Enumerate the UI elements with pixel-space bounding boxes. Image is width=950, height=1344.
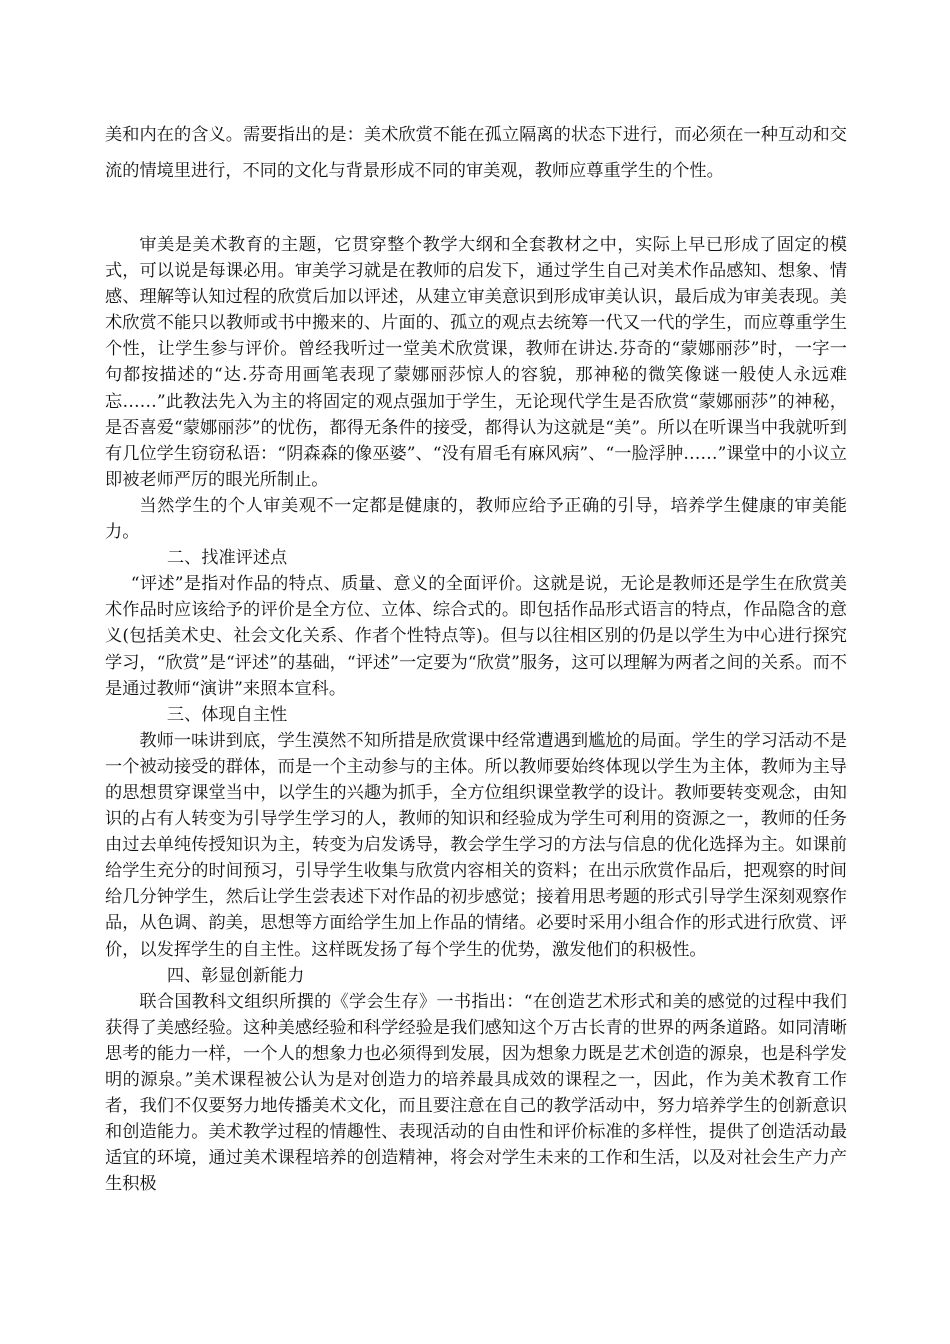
section-heading-3: 三、体现自主性 [166, 704, 288, 725]
paragraph-autonomy: 教师一味讲到底，学生漠然不知所措是欣赏课中经常遭遇到尴尬的局面。学生的学习活动不是一个被动接受的群体，而是一个主动参与的主体。所以教师要始终体现以学生为主体，教师为主导的思想贯穿课堂当中，以学生的兴趣为抓手，全方位组织课堂教学的设计。教师要转变观念，由知识的占有人转变为引导学生学习的人，教师的知识和经验成为学生可利用的资源之一，教师的任务由过去单纯传授知识为主，转变为启发诱导，教会学生学习的方法与信息的优化选择为主。如课前给学生充分的时间预习，引导学生收集与欣赏内容相关的资料；在出示欣赏作品后，把观察的时间给几分钟学生，然后让学生尝表述下对作品的初步感觉；接着用思考题的形式引导学生深刻观察作品，从色调、韵美，思想等方面给学生加上作品的情绪。必要时采用小组合作的形式进行欣赏、评价，以发挥学生的自主性。这样既发扬了每个学生的优势，激发他们的积极性。 [105, 730, 847, 960]
intro-paragraph: 美和内在的含义。需要指出的是：美术欣赏不能在孤立隔离的状态下进行，而必须在一种互动和交流的情境里进行，不同的文化与背景形成不同的审美观，教师应尊重学生的个性。 [105, 125, 847, 181]
paragraph-evaluation: “评述”是指对作品的特点、质量、意义的全面评价。这就是说，无论是教师还是学生在欣赏美术作品时应该给予的评价是全方位、立体、综合式的。即包括作品形式语言的特点，作品隐含的意义(包括美术史、社会文化关系、作者个性特点等)。但与以往相区别的仍是以学生为中心进行探究学习，“欣赏”是“评述”的基础，“评述”一定要为“欣赏”服务，这可以理解为两者之间的关系。而不是通过教师“演讲”来照本宣科。 [105, 574, 847, 699]
paragraph-guidance: 当然学生的个人审美观不一定都是健康的，教师应给予正确的引导，培养学生健康的审美能力。 [105, 495, 847, 543]
section-heading-2: 二、找准评述点 [166, 548, 288, 569]
paragraph-innovation: 联合国教科文组织所撰的《学会生存》一书指出：“在创造艺术形式和美的感觉的过程中我们获得了美感经验。这种美感经验和科学经验是我们感知这个万古长青的世界的两条道路。如同清晰思考的能力一样，一个人的想象力也必须得到发展，因为想象力既是艺术创造的源泉，也是科学发明的源泉。”美术课程被公认为是对创造力的培养最具成效的课程之一，因此，作为美术教育工作者，我们不仅要努力地传播美术文化，而且要注意在自己的教学活动中，努力培养学生的创新意识和创造能力。美术教学过程的情趣性、表现活动的自由性和评价标准的多样性，提供了创造活动最适宜的环境，通过美术课程培养的创造精神，将会对学生未来的工作和生活，以及对社会生产力产生积极 [105, 991, 847, 1195]
paragraph-aesthetics: 审美是美术教育的主题，它贯穿整个教学大纲和全套教材之中，实际上早已形成了固定的模式，可以说是每课必用。审美学习就是在教师的启发下，通过学生自己对美术作品感知、想象、情感、理解等认知过程的欣赏后加以评述，从建立审美意识到形成审美认识，最后成为审美表现。美术欣赏不能只以教师或书中搬来的、片面的、孤立的观点去统筹一代又一代的学生，而应尊重学生个性，让学生参与评价。曾经我听过一堂美术欣赏课，教师在讲达.芬奇的“蒙娜丽莎”时，一字一句都按描述的“达.芬奇用画笔表现了蒙娜丽莎惊人的容貌，那神秘的微笑像谜一般使人永远难忘……”此教法先入为主的将固定的观点强加于学生，无论现代学生是否欣赏“蒙娜丽莎”的神秘，是否喜爱“蒙娜丽莎”的忧伤，都得无条件的接受，都得认为这就是“美”。所以在听课当中我就听到有几位学生窃窃私语：“阴森森的像巫婆”、“没有眉毛有麻风病”、“一脸浮肿……”课堂中的小议立即被老师严厉的眼光所制止。 [105, 235, 847, 490]
section-heading-4: 四、彰显创新能力 [166, 965, 305, 986]
document-body [105, 232, 847, 1197]
